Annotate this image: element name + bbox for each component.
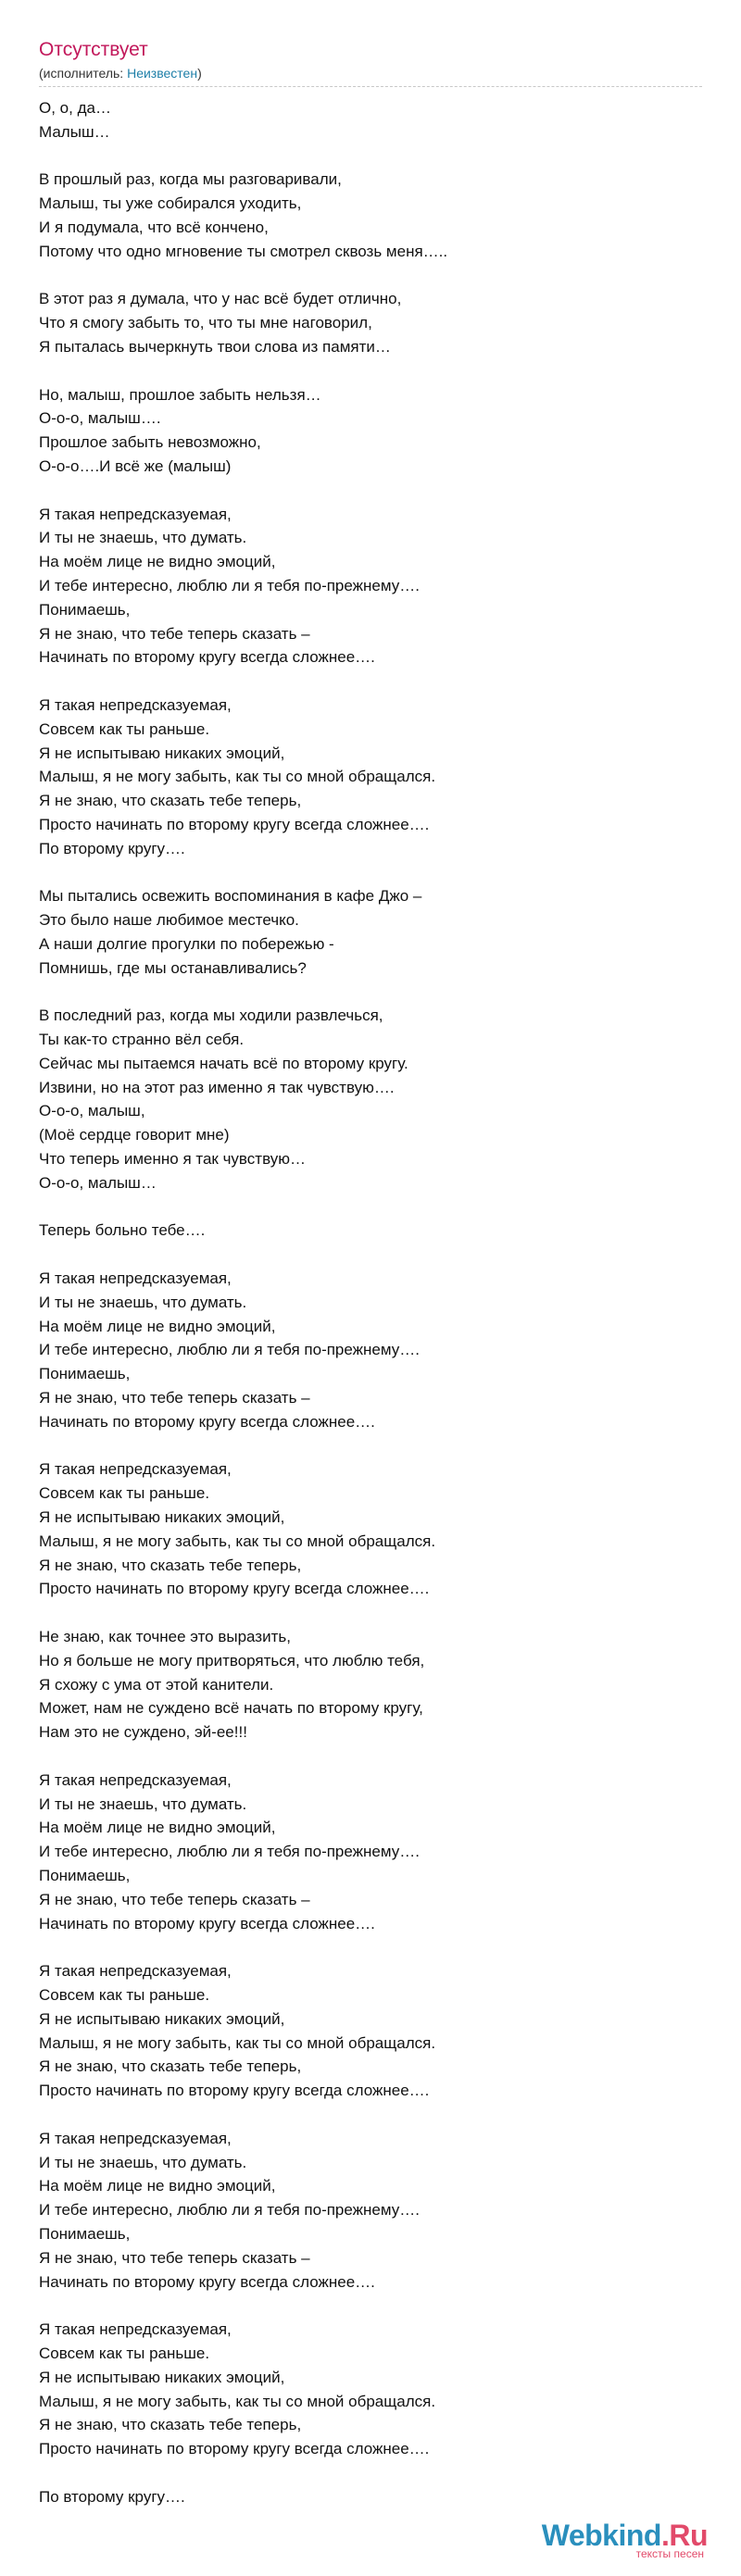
lyric-line: Потому что одно мгновение ты смотрел сквозь меня….. bbox=[39, 242, 448, 260]
lyric-line: Совсем как ты раньше. bbox=[39, 1985, 210, 2004]
lyric-line: Совсем как ты раньше. bbox=[39, 2344, 210, 2362]
lyrics-stanza bbox=[39, 2127, 702, 2295]
artist-suffix: ) bbox=[197, 66, 202, 81]
lyric-line: И тебе интересно, люблю ли я тебя по-прежнему…. bbox=[39, 1843, 420, 1861]
lyrics-stanza bbox=[39, 503, 702, 670]
lyric-line: Просто начинать по второму кругу всегда сложнее…. bbox=[39, 1580, 430, 1598]
artist-line bbox=[39, 64, 702, 82]
lyric-line: О-о-о, малыш, bbox=[39, 1102, 145, 1120]
logo-wordmark bbox=[542, 2520, 708, 2550]
lyrics-stanza bbox=[39, 383, 702, 479]
logo-main-text: Webkind bbox=[541, 2519, 661, 2552]
lyric-line: Я не знаю, что тебе теперь сказать – bbox=[39, 624, 310, 643]
lyric-line: Мы пытались освежить воспоминания в кафе Джо – bbox=[39, 887, 422, 906]
lyric-line: Что теперь именно я так чувствую… bbox=[39, 1150, 306, 1169]
lyric-line: Это было наше любимое местечко. bbox=[39, 911, 299, 930]
lyrics-stanza bbox=[39, 1457, 702, 1601]
song-title: Отсутствует bbox=[39, 39, 148, 60]
lyric-line: Сейчас мы пытаемся начать всё по второму кругу. bbox=[39, 1054, 408, 1072]
lyric-line: Извини, но на этот раз именно я так чувствую…. bbox=[39, 1078, 395, 1096]
lyric-line: Я не знаю, что сказать тебе теперь, bbox=[39, 1556, 302, 1574]
lyric-line: Я такая непредсказуемая, bbox=[39, 505, 232, 523]
lyric-line: А наши долгие прогулки по побережью - bbox=[39, 934, 334, 953]
lyric-line: Начинать по второму кругу всегда сложнее…. bbox=[39, 1412, 375, 1431]
lyric-line: Просто начинать по второму кругу всегда сложнее…. bbox=[39, 2440, 430, 2458]
lyric-line: Понимаешь, bbox=[39, 2224, 131, 2243]
lyric-line: О, о, да… bbox=[39, 99, 111, 117]
lyrics-stanza bbox=[39, 1267, 702, 1434]
lyrics-stanza bbox=[39, 884, 702, 980]
lyric-line: Я не испытываю никаких эмоций, bbox=[39, 2368, 285, 2386]
lyric-line: (Моё сердце говорит мне) bbox=[39, 1126, 230, 1144]
lyric-line: Я не знаю, что сказать тебе теперь, bbox=[39, 2057, 302, 2076]
lyrics-stanza bbox=[39, 1004, 702, 1194]
lyric-line: Просто начинать по второму кругу всегда сложнее…. bbox=[39, 2082, 430, 2100]
lyric-line: Что я смогу забыть то, что ты мне наговорил, bbox=[39, 314, 372, 332]
lyric-line: Но, малыш, прошлое забыть нельзя… bbox=[39, 385, 321, 404]
lyric-line: И я подумала, что всё кончено, bbox=[39, 218, 269, 236]
lyric-line: Прошлое забыть невозможно, bbox=[39, 433, 261, 452]
lyric-line: По второму кругу…. bbox=[39, 839, 185, 857]
lyric-line: Я не испытываю никаких эмоций, bbox=[39, 1508, 285, 1527]
lyric-line: Понимаешь, bbox=[39, 1365, 131, 1383]
lyric-line: Я не знаю, что тебе теперь сказать – bbox=[39, 1389, 310, 1407]
lyric-line: Нам это не суждено, эй-ее!!! bbox=[39, 1723, 247, 1742]
lyric-line: Я схожу с ума от этой канители. bbox=[39, 1675, 274, 1694]
lyric-line: И тебе интересно, люблю ли я тебя по-прежнему…. bbox=[39, 2201, 420, 2220]
song-header bbox=[39, 37, 702, 82]
lyric-line: Не знаю, как точнее это выразить, bbox=[39, 1628, 291, 1645]
lyric-line: Я не испытываю никаких эмоций, bbox=[39, 744, 285, 762]
lyric-line: Я не знаю, что тебе теперь сказать – bbox=[39, 1890, 310, 1908]
lyric-line: В последний раз, когда мы ходили развлечься, bbox=[39, 1007, 383, 1025]
lyric-line: Я такая непредсказуемая, bbox=[39, 1962, 232, 1981]
lyric-line: В прошлый раз, когда мы разговаривали, bbox=[39, 170, 342, 189]
lyric-line: Совсем как ты раньше. bbox=[39, 719, 210, 738]
lyric-line: Начинать по второму кругу всегда сложнее…. bbox=[39, 1914, 375, 1932]
lyric-line: Просто начинать по второму кругу всегда сложнее…. bbox=[39, 815, 430, 833]
lyrics-body bbox=[39, 96, 702, 2532]
lyric-line: Понимаешь, bbox=[39, 1866, 131, 1884]
lyrics-stanza bbox=[39, 1769, 702, 1936]
lyric-line: Малыш, ты уже собирался уходить, bbox=[39, 194, 302, 213]
lyrics-stanza bbox=[39, 2318, 702, 2461]
lyric-line: На моём лице не видно эмоций, bbox=[39, 553, 276, 571]
logo-tld-text: .Ru bbox=[660, 2519, 708, 2552]
lyric-line: Начинать по второму кругу всегда сложнее…. bbox=[39, 2272, 375, 2291]
lyric-line: Но я больше не могу притворяться, что люблю тебя, bbox=[39, 1651, 425, 1669]
lyric-line: Я такая непредсказуемая, bbox=[39, 1770, 232, 1789]
lyric-line: О-о-о, малыш…. bbox=[39, 409, 161, 428]
lyric-line: Я такая непредсказуемая, bbox=[39, 1269, 232, 1288]
lyric-line: Малыш, я не могу забыть, как ты со мной обращался. bbox=[39, 2033, 436, 2052]
lyric-line: Я такая непредсказуемая, bbox=[39, 2320, 232, 2339]
lyric-line: И ты не знаешь, что думать. bbox=[39, 1293, 247, 1311]
lyric-line: И ты не знаешь, что думать. bbox=[39, 2153, 247, 2171]
lyric-line: Я не испытываю никаких эмоций, bbox=[39, 2009, 285, 2028]
lyric-line: И ты не знаешь, что думать. bbox=[39, 529, 247, 547]
lyric-line: И тебе интересно, люблю ли я тебя по-прежнему…. bbox=[39, 576, 420, 594]
lyric-line: Я такая непредсказуемая, bbox=[39, 1460, 232, 1479]
lyrics-stanza bbox=[39, 1219, 702, 1243]
lyric-line: Малыш, я не могу забыть, как ты со мной обращался. bbox=[39, 1532, 436, 1550]
site-logo[interactable] bbox=[542, 2520, 708, 2559]
lyric-line: По второму кругу…. bbox=[39, 2487, 185, 2506]
lyric-line: Малыш, я не могу забыть, как ты со мной обращался. bbox=[39, 2392, 436, 2410]
lyric-line: Я пыталась вычеркнуть твои слова из памяти… bbox=[39, 337, 391, 356]
lyric-line: Совсем как ты раньше. bbox=[39, 1484, 210, 1503]
lyric-line: О-о-о….И всё же (малыш) bbox=[39, 456, 232, 475]
lyric-line: На моём лице не видно эмоций, bbox=[39, 2177, 276, 2195]
lyric-line: И тебе интересно, люблю ли я тебя по-прежнему…. bbox=[39, 1341, 420, 1359]
lyrics-stanza bbox=[39, 2485, 702, 2509]
lyrics-stanza bbox=[39, 1625, 702, 1744]
lyric-line: Я такая непредсказуемая, bbox=[39, 2129, 232, 2147]
lyric-line: Теперь больно тебе…. bbox=[39, 1221, 206, 1240]
logo-tagline: тексты песен bbox=[635, 2547, 704, 2560]
lyric-line: Я не знаю, что сказать тебе теперь, bbox=[39, 792, 302, 810]
lyric-line: И ты не знаешь, что думать. bbox=[39, 1794, 247, 1813]
lyric-line: Я не знаю, что сказать тебе теперь, bbox=[39, 2416, 302, 2434]
header-divider bbox=[39, 86, 702, 87]
lyric-line: Малыш… bbox=[39, 122, 110, 141]
lyric-line: На моём лице не видно эмоций, bbox=[39, 1317, 276, 1335]
lyric-line: Ты как-то странно вёл себя. bbox=[39, 1031, 245, 1049]
lyric-line: Я такая непредсказуемая, bbox=[39, 695, 232, 714]
lyrics-stanza bbox=[39, 168, 702, 263]
lyric-line: Начинать по второму кругу всегда сложнее…. bbox=[39, 648, 375, 667]
lyrics-stanza bbox=[39, 694, 702, 861]
lyric-line: В этот раз я думала, что у нас всё будет отлично, bbox=[39, 290, 402, 308]
lyric-line: О-о-о, малыш… bbox=[39, 1173, 157, 1192]
lyrics-stanza bbox=[39, 1959, 702, 2103]
lyric-line: Малыш, я не могу забыть, как ты со мной обращался. bbox=[39, 768, 436, 786]
lyrics-stanza bbox=[39, 287, 702, 358]
lyrics-stanza bbox=[39, 96, 702, 144]
lyric-line: Понимаешь, bbox=[39, 600, 131, 619]
lyric-line: Я не знаю, что тебе теперь сказать – bbox=[39, 2248, 310, 2267]
lyric-line: Может, нам не суждено всё начать по второму кругу, bbox=[39, 1699, 423, 1718]
artist-link[interactable]: Неизвестен bbox=[127, 66, 198, 81]
lyric-line: Помнишь, где мы останавливались? bbox=[39, 958, 307, 977]
lyric-line: На моём лице не видно эмоций, bbox=[39, 1819, 276, 1837]
artist-prefix: (исполнитель: bbox=[39, 66, 128, 81]
